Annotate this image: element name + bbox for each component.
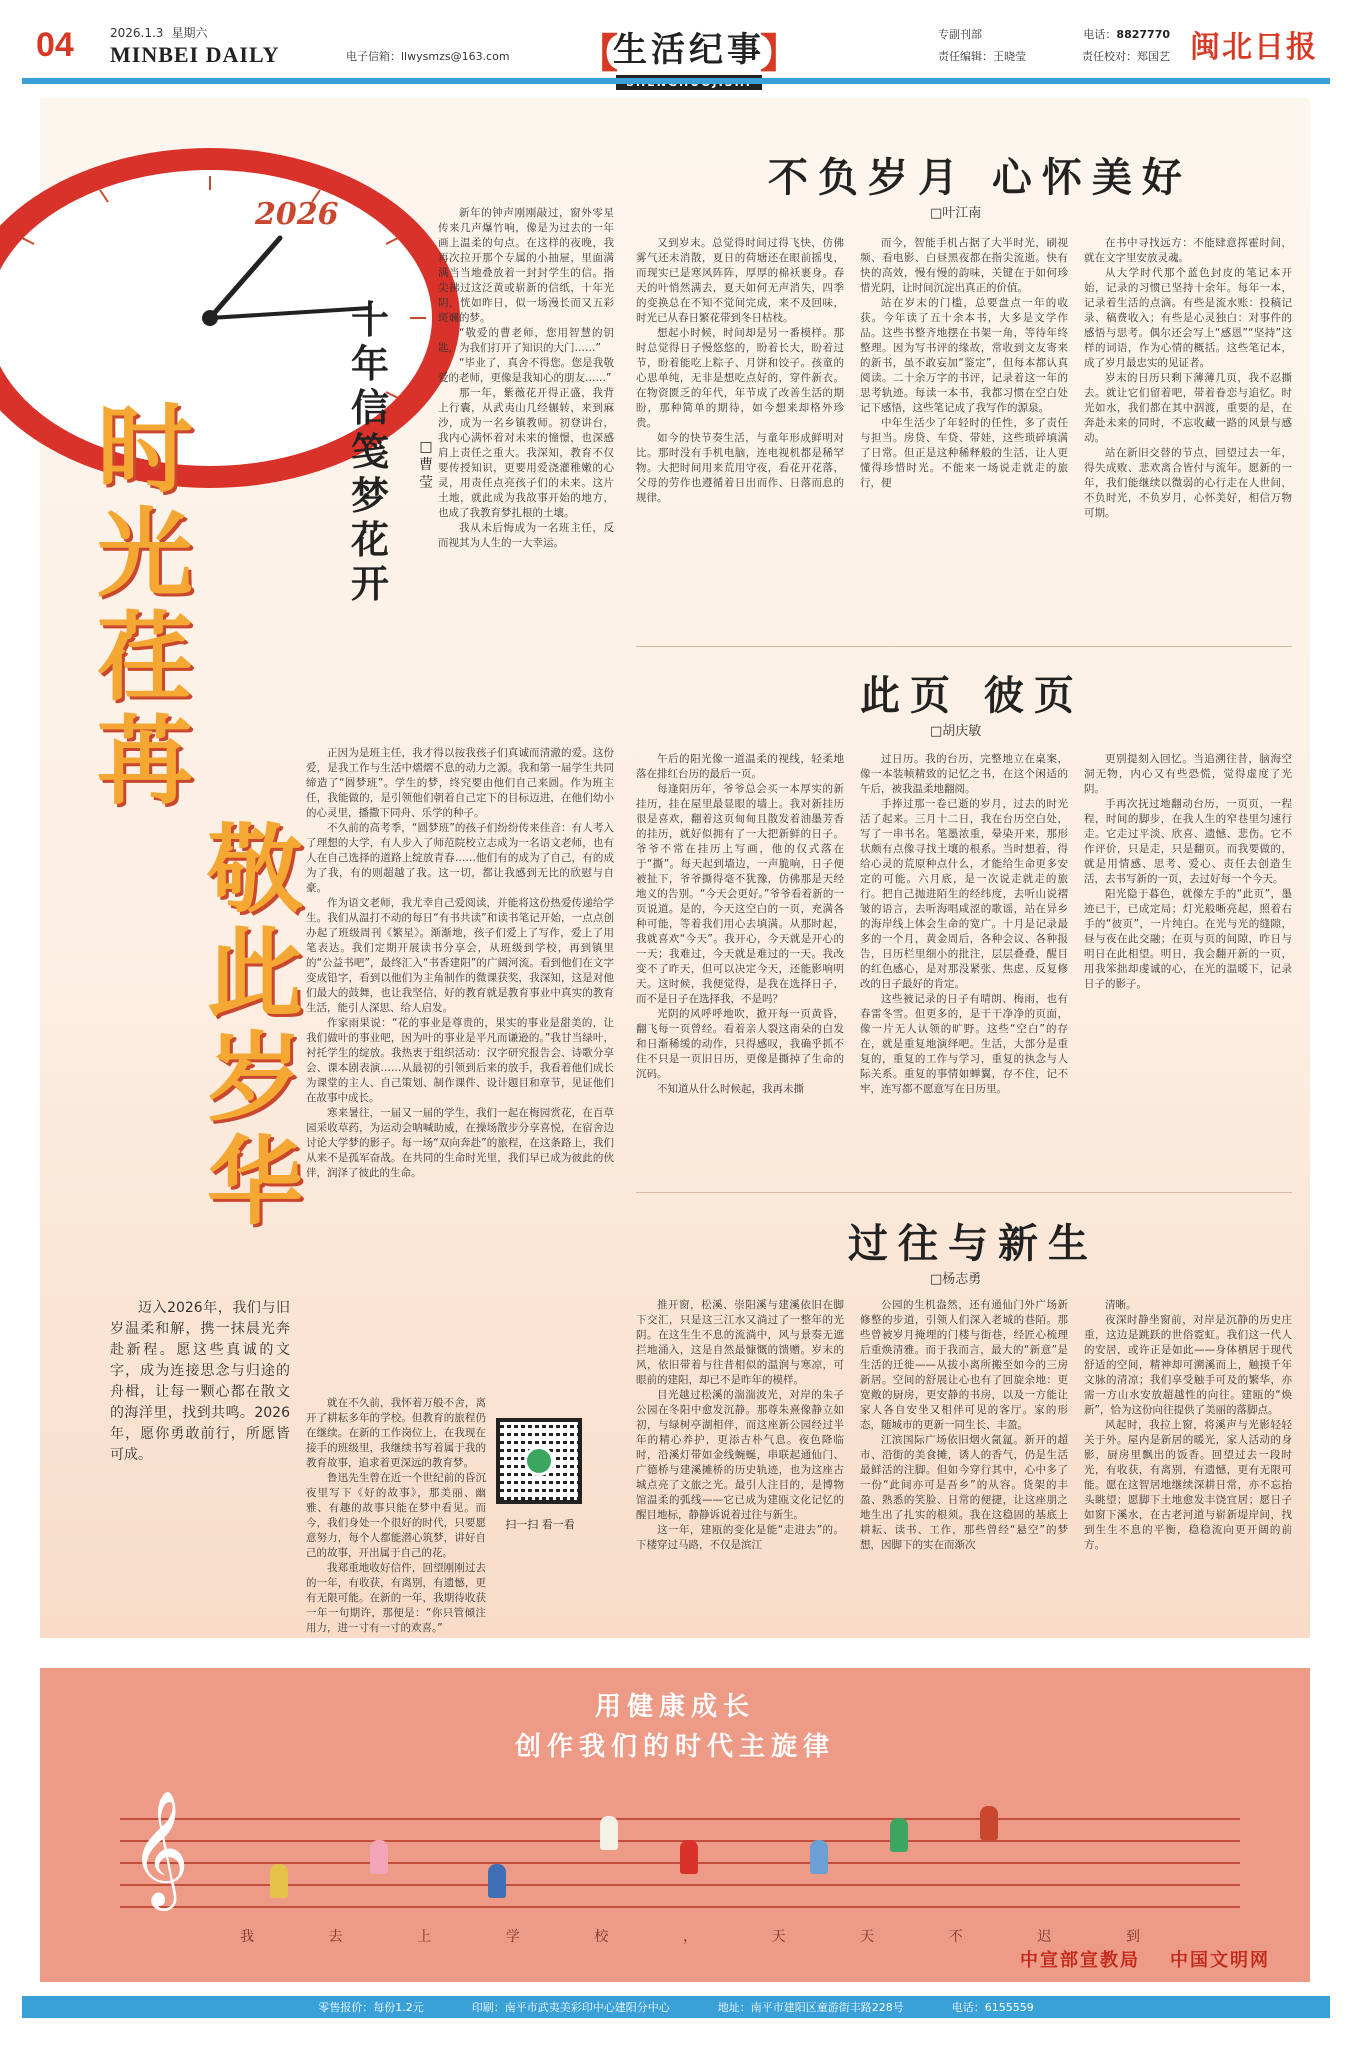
lyrics-line — [240, 1926, 1140, 1946]
lyric-char: 不 — [948, 1929, 963, 1945]
column-title: 生活纪事 — [613, 30, 765, 70]
paragraph: 不知道从什么时候起，我再未撕 — [657, 1083, 804, 1095]
lyric-char: 我 — [240, 1929, 254, 1945]
paragraph: 岁末的日历只剩下薄薄几页，我不忍撕去。就让它们留着吧，带着眷恋与追忆。时光如水，我们都在其中泅渡，重要的是，在奔赴未来的同时，不忘收藏一路的风景与感动。 — [1084, 372, 1292, 444]
lyric-char: 迟 — [1037, 1929, 1052, 1945]
article1-column-a — [438, 206, 614, 746]
paragraph: 目光越过松溪的湍湍波光，对岸的朱子公园在冬阳中愈发沉静。那尊朱熹像静立如初，与绿树亭湖相伴，而这座新公园经过半年的精心养护，更添古朴气息。夜色降临时，沿溪灯带如金线蜿蜒，串联起通仙门、广德桥与建溪摊桥的历史轨迹，也为这座古城点亮了文旅之光。最引人注目的，是博物馆温柔的弧线——它已成为建瓯文化记忆的醒目地标，静静诉说着过往与新生。 — [636, 1389, 844, 1521]
child-figure-icon — [810, 1840, 828, 1874]
paragraph: “敬爱的曹老师，您用智慧的钥匙，为我们打开了知识的大门……” — [438, 327, 614, 354]
article2-column-2 — [860, 236, 1068, 636]
email-contact: 电子信箱：llwysmzs@163.com — [346, 50, 510, 63]
qr-caption: 扫一扫 看一看 — [505, 1518, 575, 1531]
credit-publicity-bureau: 中宣部宣教局 — [1020, 1950, 1140, 1971]
lyric-char: ， — [682, 1929, 697, 1945]
lyric-char: 到 — [1125, 1929, 1140, 1945]
paragraph: 夜深时静坐窗前，对岸是沉静的历史庄重，这边是跳跃的世俗霓虹。我们这一代人的安居，或许正是如此——身体栖居于现代舒适的空间，精神却可溯溪而上，触摸千年文脉的清凉；我们享受触手可及的繁华，亦需一方山水安放超越性的向往。建瓯的“焕新”，恰为这份向往提供了美丽的落脚点。 — [1084, 1314, 1292, 1416]
article3-column-1 — [636, 752, 844, 1182]
paragraph: 江滨国际广场依旧烟火氤氲。新开的超市、沿街的美食摊，诱人的香气，仍是生活最鲜活的注脚。但如今穿行其中，心中多了一份“此间亦可是吾乡”的从容。货架的丰盈、熟悉的笑脸、日常的便捷，让这座朋之地生出了扎实的根须。我在这稳固的基底上耕耘、读书、工作，那些曾经“悬空”的梦想，因脚下的实在而渐次 — [860, 1434, 1068, 1551]
phone-number: 8827770 — [1116, 28, 1170, 41]
paragraph: 在书中寻找远方：不能肆意挥霍时间，就在文字里安放灵魂。 — [1084, 237, 1292, 264]
article2-title: 不负岁月 心怀美好 — [768, 154, 1192, 201]
lyric-char: 天 — [771, 1929, 786, 1945]
paragraph: 又到岁末。总觉得时间过得飞快，仿佛雾气还未消散，夏日的荷塘还在眼前摇曳，而现实已是寒风阵阵，厚厚的棉袄裹身。春天的叶悄然满去，夏天如何无声消失，四季的变换总在不知不觉间完成，来不及回味，时光已从春日繁花带到冬日枯枝。 — [636, 237, 844, 324]
article4-column-1 — [636, 1298, 844, 1628]
credit-civilization-net: 中国文明网 — [1170, 1950, 1270, 1971]
paragraph: 新年的钟声刚刚敲过，窗外零星传来几声爆竹响，像是为过去的一年画上温柔的句点。在这样的夜晚，我再次拉开那个专属的小抽屉，里面满满当当地叠放着一封封学生的信。指尖拂过这泛黄或崭新的信纸，十年光阴，恍如昨日，似一场漫长而又五彩斑斓的梦。 — [438, 207, 614, 324]
weekday-text: 星期六 — [171, 26, 208, 40]
paragraph: 作为语文老师，我尤幸自己爱阅读，并能将这份热爱传递给学生。我们从温打不动的每日“有书共读”和读书笔记开始，一点点创办起了班级周刊《繁星》。渐渐地，孩子们爱上了写作，爱上了用笔表达。我们定期开展读书分享会，从班级到学校，再到镇里的“公益书吧”，最终汇入“书香建阳”的广阔河流。看到他们在文字变成铅字，看到以他们为主角制作的微课获奖，我深知，这是对他们最大的鼓舞，也让我坚信，好的教育就是教育事业中真实的教育生活，能引人深思、给人启发。 — [306, 897, 614, 1014]
article2-column-1 — [636, 236, 844, 636]
paragraph: 从大学时代那个蓝色封皮的笔记本开始，记录的习惯已坚持十余年。每年一本，记录着生活的点滴。有些是流水账：投稿记录、稿费收入；有些是心灵独白：对事件的感悟与思考。偶尔还会写上“感恩”“坚持”这样的词语，作为心情的概括。这些笔记本，成了岁月最忠实的见证者。 — [1084, 267, 1292, 369]
feature-intro: 迈入2026年，我们与旧岁温柔和解，携一抹晨光奔赴新程。愿这些真诚的文字，成为连接思念与归途的舟楫，让每一颗心都在散文的海洋里，找到共鸣。2026年，愿你勇敢前行，所愿皆可成。 — [110, 1300, 290, 1463]
section-divider — [636, 1192, 1292, 1193]
footer-printer: 印刷：南平市武夷美彩印中心建阳分中心 — [471, 2001, 670, 2014]
child-figure-icon — [890, 1818, 908, 1852]
masthead — [30, 20, 1330, 76]
paragraph: 这一年，建瓯的变化是能“走进去”的。下楼穿过马路，不仅是滨江 — [636, 1524, 844, 1551]
paragraph: 光阴的风呼呼地吹，掀开每一页黄昏，翻飞每一页曾经。看着亲人裂这南朵的白发和日渐稀缓的动作，只得感叹，我确乎抓不住不只是一页旧日历，更像是撕掉了生命的沉码。 — [636, 1008, 844, 1080]
paragraph: 不久前的高考季，“圆梦班”的孩子们纷纷传来佳音：有人考入了理想的大学，有人步入了师范院校立志成为一名语文老师，也有人在自己选择的道路上绽放青春……他们有的成为了自己，有的成为了我，有的则超越了我。这一切，都让我感到无比的欣慰与自豪。 — [306, 822, 614, 894]
article1-column-b — [306, 746, 614, 1396]
article4-column-3 — [1084, 1298, 1292, 1628]
paragraph: 而今，智能手机占据了大半时光，刷视频、看电影、白昼黑夜都在指尖流逝。快有快的高效，慢有慢的韵味，关键在于如何珍惜光阴，让时间沉淀出真正的价值。 — [860, 237, 1068, 294]
public-service-banner — [40, 1668, 1310, 1982]
lyric-char: 天 — [860, 1929, 875, 1945]
paragraph: 就在不久前，我怀着万般不舍，离开了耕耘多年的学校。但教育的旅程仍在继续。在新的工作岗位上，在我现在接手的班级里，我继续书写着属于我的教育故事，追求着更深远的教育梦。 — [306, 1397, 486, 1469]
paragraph: 那一年，紫薇花开得正盛，我背上行囊，从武夷山几经辗转，来到麻沙，成为一名乡镇教师。初登讲台，我内心满怀着对未来的憧憬，也深感肩上责任之重大。我深知，教育不仅要传授知识，更要用爱浇灌稚嫩的心灵，用责任点亮孩子们的未来。这片土地，就此成为我故事开始的地方，也成了我教育梦扎根的土壤。 — [438, 387, 614, 519]
article2-byline: □叶江南 — [930, 206, 982, 221]
article1-title: 十年信笺梦花开 — [350, 297, 389, 606]
feature-title-part1: 时光荏苒 — [97, 393, 193, 818]
paragraph: 手捧过那一卷已逝的岁月，过去的时光活了起来。三月十二日，我在台历空白处，写了一串书名。笔墨浓重，晕染开来，那形状颇有点像寻找土壤的根系。当时想着，得给心灵的荒原种点什么，才能给生命更多安定的可能。六月底，是一次说走就走的旅行。把自己抛进陌生的经纬度，去听山说褶皱的语言，去听海唱咸涩的歌谣，站在异乡的海岸线上体会生命的宽广。十月是记录最多的一个月，黄金周后，各种会议、各种报告，日历栏里细小的批注，层层叠叠，醒目的红色感心，是对那没紧张、焦虑、反复修改的日子最好的肯定。 — [860, 798, 1068, 990]
paragraph: 手再次抚过地翻动台历，一页页，一程程，时间的脚步，在我人生的窄巷里匀速行走。它走过平淡、欣喜、遗憾、悲伤。它不作评价，只是走，只是翻页。而我要做的，就是用情感、思考、爱心、责任去创造生活，去书写新的一页，去过好每一个今天。 — [1084, 798, 1292, 885]
article4-byline: □杨志勇 — [930, 1272, 982, 1287]
paragraph: 寒来暑往，一届又一届的学生，我们一起在梅园赏花，在百草园采收草药，为运动会呐喊助威，在操场散步分享喜悦，在宿舍边讨论大学梦的影子。每一场“双向奔赴”的旅程，在这条路上，我们从来不是孤军奋战。在共同的生命时光里，我们早已成为彼此的伙伴，润泽了彼此的生命。 — [306, 1107, 614, 1179]
paragraph: 作家雨果说：“花的事业是尊贵的，果实的事业是甜美的，让我们做叶的事业吧，因为叶的事业是平凡而谦逊的。”我甘当绿叶，衬托学生的绽放。我热衷于组织活动：汉字研究报告会、诗歌分享会、课本剧表演……从最初的引领到后来的放手，我看着他们成长为课堂的主人、自己策划、制作课件、设计题目和章节，见证他们在故事中成长。 — [306, 1017, 614, 1104]
paragraph: 正因为是班主任，我才得以按我孩子们真诚而清澈的爱。这份爱，是我工作与生活中熠熠不息的动力之源。我和第一届学生共同缔造了“圆梦班”。学生的梦，终究要由他们自己来圆。作为班主任，我能做的，是引领他们朝着自己定下的目标迈进，在他们幼小的心灵里，播撒下同舟、乐学的种子。 — [306, 747, 614, 819]
child-figure-icon — [488, 1864, 506, 1898]
article3-column-3 — [1084, 752, 1292, 1182]
feature-section — [40, 98, 1310, 1638]
paragraph: 风起时，我拉上窗，将溪声与光影轻轻关于外。屋内是新居的暖光，家人活动的身影，厨房里飘出的饭香。回望过去一段时光，有收获，有离别，有遗憾，更有无限可能。愿在这智居地继续深耕日常，亦不忘抬头眺望；愿脚下土地愈发丰饶宜居；愿日子如窗下溪水，在古老河道与崭新堤岸间，找到生生不息的平衡，稳稳流向更开阔的前方。 — [1084, 1419, 1292, 1551]
newspaper-logo: 闽北日报 — [1190, 30, 1318, 65]
paragraph: 过日历。我的台历，完整地立在桌案，像一本装帧精致的记忆之书，在这个闲适的午后，被我温柔地翻阅。 — [860, 753, 1068, 795]
qr-logo-icon — [524, 1446, 554, 1476]
child-figure-icon — [270, 1864, 288, 1898]
banner-credits — [990, 1946, 1270, 1972]
paragraph: 午后的阳光像一道温柔的视线，轻柔地落在排红台历的最后一页。 — [636, 753, 844, 780]
paragraph: 阳光隐于暮色，就像左手的“此页”，墨迹已干，已成定局；灯光般晰亮起，照着右手的“彼页”，一片纯白。在光与光的缝隙，昼与夜在此交融；在页与页的间隙，昨日与明日在此相望。明日，我会翻开新的一页，用我笨拙却虔诚的心，在光的温暖下，记录日子的影子。 — [1084, 888, 1292, 990]
article1-column-c — [306, 1396, 486, 1634]
paragraph: 我郑重地收好信件，回望刚刚过去的一年，有收获，有离别，有遗憾，更有无限可能。在新的一年，我期待收获一年一句期许，那便是：“你只管倾注用力，进一寸有一寸的欢喜。” — [306, 1562, 486, 1634]
dept-label: 专副刊部 — [938, 28, 982, 41]
paragraph: 更别提刻入回忆。当追溯往昔，脑海空洞无物，内心又有些恐慌，觉得虚度了光阴。 — [1084, 753, 1292, 795]
proof-credit: 责任校对：郑国艺 — [1082, 50, 1170, 63]
footer-phone: 电话：6155559 — [951, 2001, 1034, 2014]
article3-byline: □胡庆敏 — [930, 724, 982, 739]
paragraph: 这些被记录的日子有晴朗、梅雨，也有春雷冬雪。但更多的，是干干净净的页面，像一片无人认领的旷野。这些“空白”的存在，就是重复地演绎吧。生活，大部分是重复的，重复的工作与学习，重复的执念与人际关系。重复的事情如蝉翼，存不住，记不牢，连写都不愿意写在日历里。 — [860, 993, 1068, 1095]
phone-label: 电话： — [1083, 28, 1117, 41]
paragraph: 我从未后悔成为一名班主任，反而视其为人生的一大幸运。 — [438, 522, 614, 549]
editorial-meta — [938, 24, 1170, 68]
lyric-char: 校 — [594, 1929, 609, 1945]
paragraph: “毕业了，真舍不得您。您是我敬爱的老师，更像是我知心的朋友……” — [438, 357, 614, 384]
date-text: 2026.1.3 — [110, 26, 164, 40]
child-figure-icon — [980, 1806, 998, 1840]
article3-title: 此页 彼页 — [860, 672, 1084, 719]
article4-column-2 — [860, 1298, 1068, 1628]
paper-english-name: MINBEI DAILY — [110, 42, 280, 67]
page-number: 04 — [36, 26, 74, 64]
lyric-char: 上 — [417, 1929, 432, 1945]
paragraph: 鲁迅先生曾在近一个世纪前的昏沉夜里写下《好的故事》，那美丽、幽雅、有趣的故事只能在梦中看见。而今，我们身处一个很好的时代，只要愿意努力，每个人都能潜心筑梦，讲好自己的故事，开出属于自己的花。 — [306, 1472, 486, 1559]
banner-line2: 创作我们的时代主旋律 — [514, 1732, 835, 1762]
phone-line — [1083, 24, 1170, 46]
paragraph: 推开窗，松溪、崇阳溪与建溪依旧在脚下交汇，只是这三江水又淌过了一整年的光阴。在这生生不息的流淌中，风与景奏无遮拦地涌入，这是自然最慷慨的馈赠。岁末的风，依旧带着与往昔相似的温润与寒凉，可眼前的建阳，却已不是昨年的模样。 — [636, 1299, 844, 1386]
lyric-char: 去 — [328, 1929, 343, 1945]
paragraph: 清晰。 — [1105, 1299, 1137, 1311]
paragraph: 如今的快节奏生活，与童年形成鲜明对比。那时没有手机电脑，连电视机都是稀罕物。大把时间用来荒用守夜，看花开花落，父母的劳作也遵循着日出而作、日落而息的规律。 — [636, 432, 844, 504]
bracket-right-icon: 】 — [760, 31, 800, 77]
child-figure-icon — [680, 1840, 698, 1874]
page-footer — [22, 1996, 1330, 2018]
article3-column-2 — [860, 752, 1068, 1182]
paragraph: 想起小时候，时间却是另一番模样。那时总觉得日子慢悠悠的，盼着长大，盼着过节，盼着能吃上粽子、月饼和饺子。孩童的心思单纯，无非是想吃点好的，穿件新衣。在物资匮乏的年代，年节成了改善生活的期盼，那种简单的期待，如今想来却格外珍贵。 — [636, 327, 844, 429]
feature-title-part2: 敬此岁华 — [207, 813, 303, 1238]
issue-date — [110, 24, 215, 41]
article4-title: 过往与新生 — [848, 1220, 1098, 1267]
masthead-rule — [22, 78, 1330, 84]
banner-line1: 用健康成长 — [594, 1692, 755, 1722]
paragraph: 站在岁末的门槛，总要盘点一年的收获。今年读了五十余本书，大多是文学作品。这些书整齐地摆在书架一角，等待年终整理。因为写书评的缘故，常收到文友寄来的新书，虽不敢妄加“鉴定”，但每本都认真阅读。二十余万字的书评，记录着这一年的思考轨迹。每读一本书，我都习惯在空白处记下感悟，这些笔记成了我写作的源泉。 — [860, 297, 1068, 414]
section-divider — [636, 646, 1292, 647]
article2-column-3 — [1084, 236, 1292, 636]
footer-price: 零售报价：每份1.2元 — [318, 2001, 424, 2014]
editor-credit: 责任编辑：王晓莹 — [938, 50, 1026, 63]
clock-year-label: 2026 — [255, 197, 339, 232]
paragraph: 站在新旧交替的节点，回望过去一年，得失成败、悲欢离合皆付与流年。愿新的一年，我们能继续以微弱的心行走在人世间，不负时光，不负岁月，心怀美好，相信万物可期。 — [1084, 447, 1292, 519]
lyric-char: 学 — [505, 1929, 520, 1945]
paragraph: 中年生活少了年轻时的任性，多了责任与担当。房贷、车贷、带娃，这些琐碎填满了日常。但正是这种稀释般的生活，让人更懂得珍惜时光。不能来一场说走就走的旅行，便 — [860, 417, 1068, 489]
article1-byline: □曹 莹 — [419, 439, 433, 491]
child-figure-icon — [370, 1840, 388, 1874]
column-header — [578, 20, 800, 78]
treble-clef-icon: 𝄞 — [130, 1789, 190, 1906]
paragraph: 公园的生机盎然，还有通仙门外广场新修整的步道，引领人们深入老城的巷陌。那些曾被岁月掩埋的门楼与街巷，经匠心梳理后重焕清雅。而于我而言，最大的“新意”是生活的迁徙——从拔小离所搬至如今的三房新居。空间的舒展让心也有了回旋余地：更宽敞的厨房，更安静的书房，以及一方能让家人各自安坐又相伴可见的客厅。家的形态，随城市的更新一同生长、丰盈。 — [860, 1299, 1068, 1431]
footer-address: 地址：南平市建阳区童游街丰路228号 — [717, 2001, 904, 2014]
child-figure-icon — [600, 1816, 618, 1850]
bracket-left-icon: 【 — [578, 31, 618, 77]
paragraph: 每逢阳历年，爷爷总会买一本厚实的新挂历，挂在屋里最显眼的墙上。我对新挂历很是喜欢，翻着这页甸甸且散发着油墨芳香的挂历，就好似拥有了一大把新鲜的日子。爷爷不常在挂历上写画，他的仅式落在于“撕”。每天起到墙边，一声脆响，日子便被扯下，爷爷撕得毫不犹豫，仿佛那是天经地义的告别。“今天会更好。”爷爷看着新的一页说道。是的，今天这空白的一页，充满各种可能，等着我们用心去填满。从那时起，我就喜欢“今天”。我开心，今天就是开心的一天；我难过，今天就是难过的一天。我改变不了昨天，但可以决定今天，还能影响明天。这时候，我便觉得，是我在选择日子，而不是日子在选择我，不是吗？ — [636, 783, 844, 1005]
